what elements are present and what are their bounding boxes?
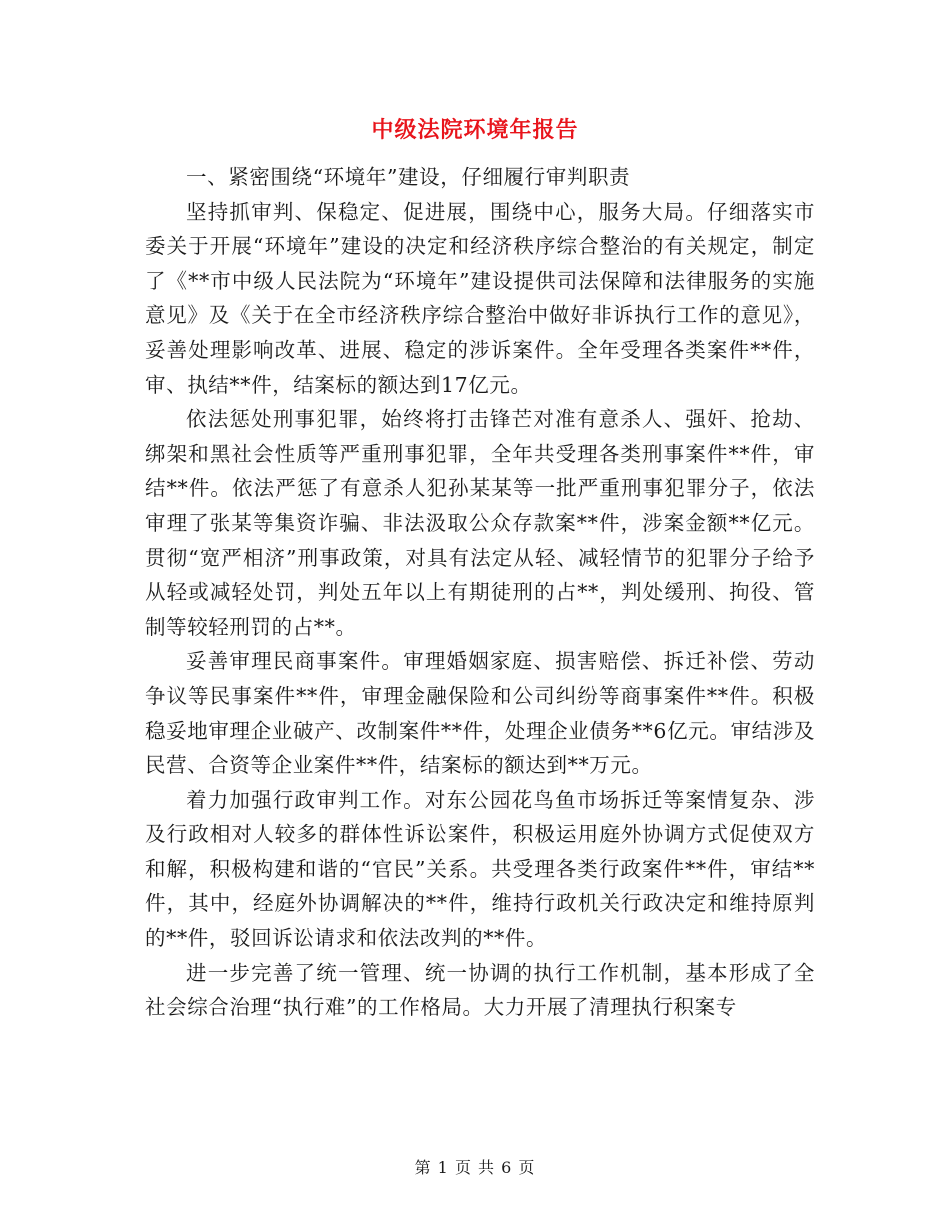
paragraph-3: 妥善审理民商事案件。审理婚姻家庭、损害赔偿、拆迁补偿、劳动争议等民事案件**件，审理金融保险和公司纠纷等商事案件**件。积极稳妥地审理企业破产、改制案件**件，处理企业债务**6亿元。审结涉及民营、合资等企业案件**件，结案标的额达到**万元。: [145, 649, 815, 778]
paragraph-5: 进一步完善了统一管理、统一协调的执行工作机制，基本形成了全社会综合治理“执行难”的工作格局。大力开展了清理执行积案专: [145, 960, 815, 1020]
document-title: 中级法院环境年报告: [371, 117, 579, 143]
page-number-footer: 第 1 页 共 6 页: [414, 1158, 536, 1177]
paragraph-4: 着力加强行政审判工作。对东公园花鸟鱼市场拆迁等案情复杂、涉及行政相对人较多的群体性诉讼案件，积极运用庭外协调方式促使双方和解，积极构建和谐的“官民”关系。共受理各类行政案件**件，审结**件，其中，经庭外协调解决的**件，维持行政机关行政决定和维持原判的**件，驳回诉讼请求和依法改判的**件。: [145, 787, 815, 951]
paragraph-1: 坚持抓审判、保稳定、促进展，围绕中心，服务大局。仔细落实市委关于开展“环境年”建设的决定和经济秩序综合整治的有关规定，制定了《**市中级人民法院为“环境年”建设提供司法保障和法律服务的实施意见》及《关于在全市经济秩序综合整治中做好非诉执行工作的意见》，妥善处理影响改革、进展、稳定的涉诉案件。全年受理各类案件**件，审、执结**件，结案标的额达到17亿元。: [145, 199, 815, 397]
document-body: [145, 160, 815, 1025]
paragraph-2: 依法惩处刑事犯罪，始终将打击锋芒对准有意杀人、强奸、抢劫、绑架和黑社会性质等严重刑事犯罪，全年共受理各类刑事案件**件，审结**件。依法严惩了有意杀人犯孙某某等一批严重刑事犯罪分子，依法审理了张某等集资诈骗、非法汲取公众存款案**件，涉案金额**亿元。贯彻“宽严相济”刑事政策，对具有法定从轻、减轻情节的犯罪分子给予从轻或减轻处罚，判处五年以上有期徒刑的占**，判处缓刑、拘役、管制等较轻刑罚的占**。: [145, 407, 815, 639]
section-heading: 一、紧密围绕“环境年”建设，仔细履行审判职责: [186, 165, 631, 189]
